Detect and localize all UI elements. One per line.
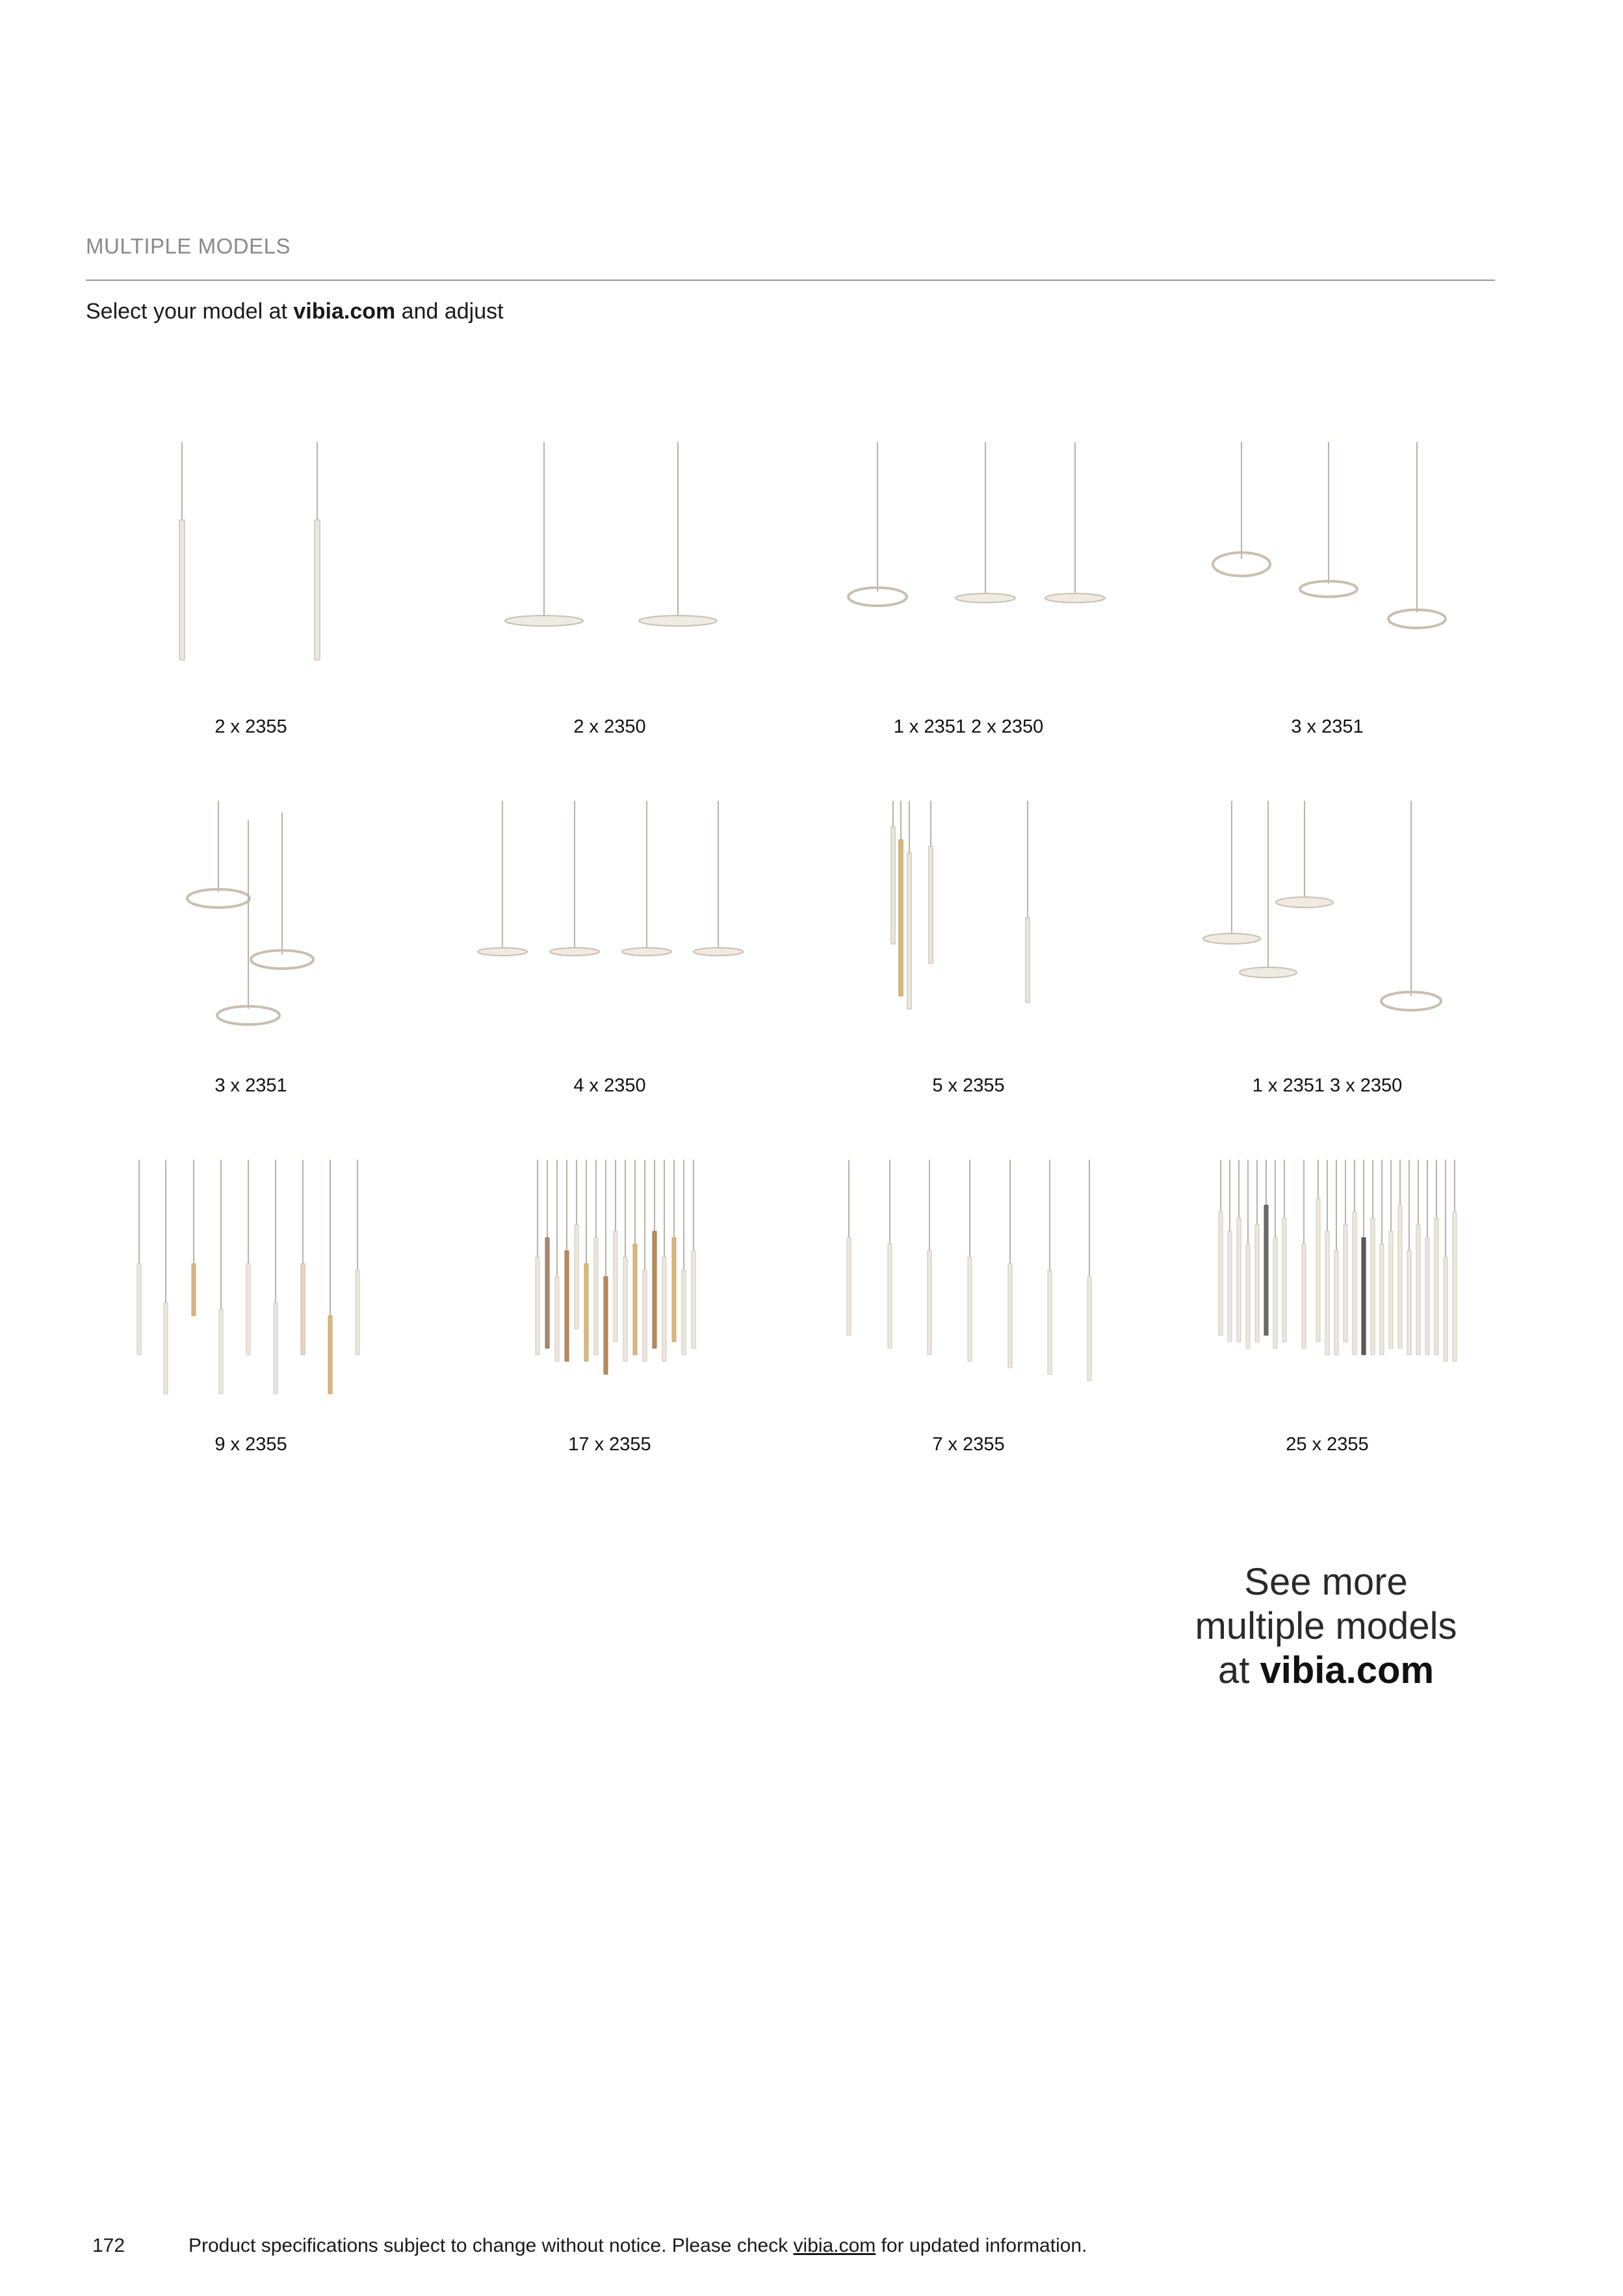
section-divider: [86, 280, 1495, 281]
see-more-prefix: at: [1217, 1649, 1260, 1691]
see-more-link[interactable]: vibia.com: [1260, 1649, 1435, 1691]
see-more-line-3: [1157, 1649, 1495, 1693]
see-more-line-1: See more: [1244, 1561, 1408, 1603]
section-title: MULTIPLE MODELS: [86, 234, 291, 258]
model-tile[interactable]: [1148, 442, 1507, 780]
lamp-illustration: [1148, 801, 1507, 1087]
lamp-illustration: [1148, 1160, 1507, 1446]
lamp-illustration: [71, 1160, 430, 1446]
subtitle: [86, 299, 504, 324]
footer-note-prefix: Product specifications subject to change without notice. Please check: [188, 2235, 794, 2256]
page-number: 172: [92, 2235, 125, 2256]
model-tile[interactable]: [430, 1160, 789, 1498]
model-tile[interactable]: [430, 442, 789, 780]
subtitle-suffix: and adjust: [395, 299, 504, 324]
model-tile[interactable]: [71, 801, 430, 1139]
lamp-illustration: [71, 442, 430, 728]
model-tile[interactable]: [789, 1160, 1148, 1498]
lamp-illustration: [789, 801, 1148, 1087]
subtitle-prefix: Select your model at: [86, 299, 294, 324]
lamp-illustration: [789, 442, 1148, 728]
lamp-illustration: [430, 801, 789, 1087]
see-more-callout[interactable]: [1157, 1560, 1495, 1693]
lamp-illustration: [1148, 442, 1507, 728]
subtitle-link[interactable]: vibia.com: [293, 299, 396, 324]
model-label: 9 x 2355: [214, 1434, 287, 1455]
model-label: 3 x 2351: [214, 1075, 287, 1096]
model-tile[interactable]: [430, 801, 789, 1139]
model-label: 17 x 2355: [568, 1434, 651, 1455]
model-label: 1 x 2351 3 x 2350: [1252, 1075, 1403, 1096]
model-label: 3 x 2351: [1291, 716, 1364, 737]
model-label: 25 x 2355: [1286, 1434, 1369, 1455]
lamp-illustration: [789, 1160, 1148, 1446]
model-tile[interactable]: [1148, 801, 1507, 1139]
lamp-illustration: [430, 1160, 789, 1446]
model-tile[interactable]: [71, 1160, 430, 1498]
see-more-line-2: multiple models: [1195, 1605, 1457, 1647]
model-label: 5 x 2355: [932, 1075, 1005, 1096]
footer-note: [188, 2235, 1087, 2257]
model-label: 1 x 2351 2 x 2350: [893, 716, 1044, 737]
model-label: 2 x 2350: [573, 716, 646, 737]
footer-note-suffix: for updated information.: [876, 2235, 1087, 2256]
footer-link[interactable]: vibia.com: [793, 2235, 876, 2256]
lamp-illustration: [71, 801, 430, 1087]
model-label: 4 x 2350: [573, 1075, 646, 1096]
model-tile[interactable]: [71, 442, 430, 780]
model-tile[interactable]: [1148, 1160, 1507, 1498]
model-tile[interactable]: [789, 801, 1148, 1139]
model-label: 7 x 2355: [932, 1434, 1005, 1455]
model-label: 2 x 2355: [214, 716, 287, 737]
lamp-illustration: [430, 442, 789, 728]
model-tile[interactable]: [789, 442, 1148, 780]
